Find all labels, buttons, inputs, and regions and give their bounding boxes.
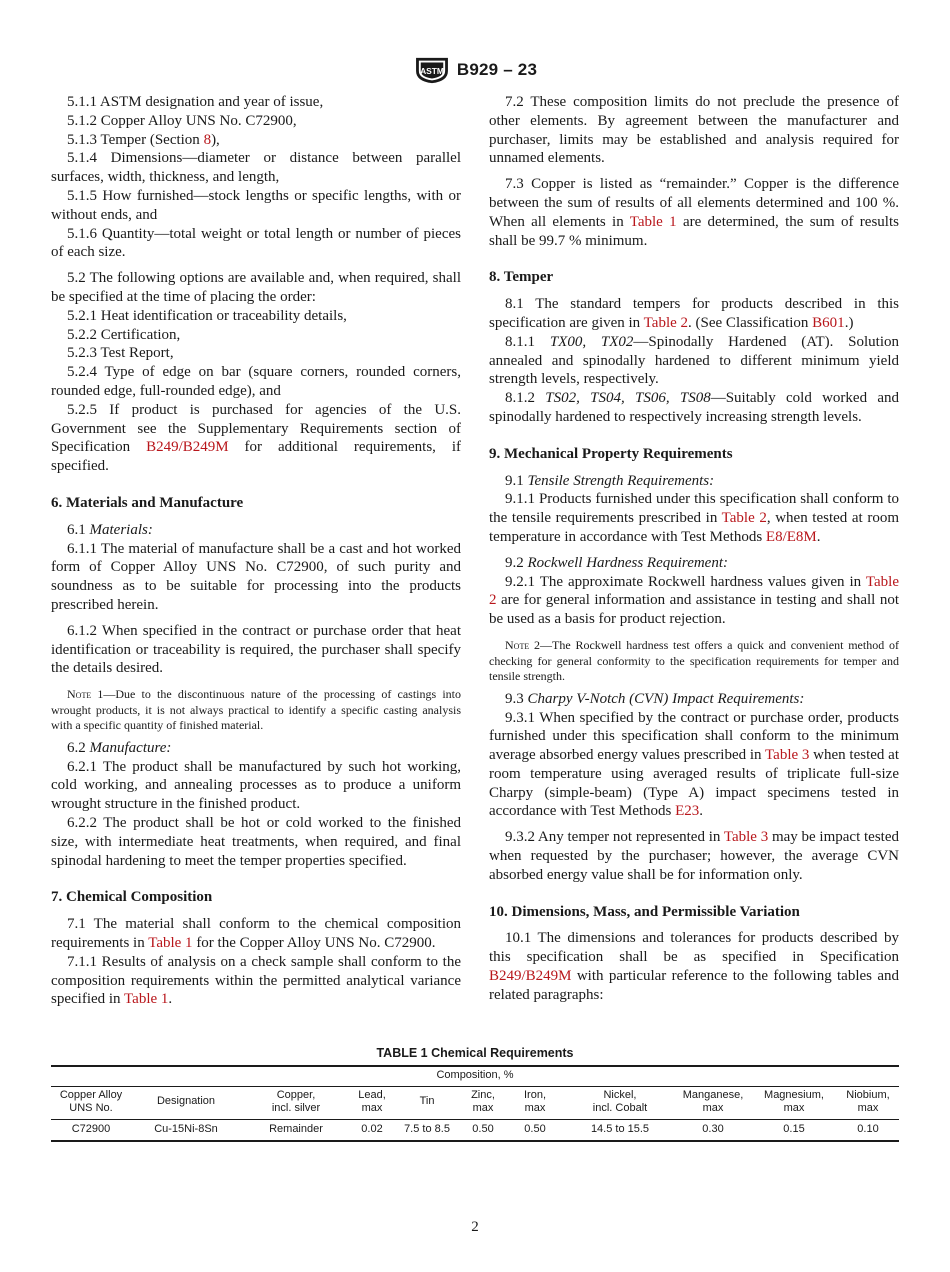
table-3-link[interactable]: Table 3 [765,747,810,764]
table-row [51,1119,899,1141]
table-2-link[interactable]: Table 2 [489,573,899,609]
document-designation: B929 – 23 [456,60,538,79]
cell-tin: 7.5 to 8.5 [393,1119,461,1141]
paragraph-5-2-3: 5.2.3 Test Report, [67,345,174,362]
column-header-uns: Copper Alloy UNS No. [51,1086,131,1119]
page-number: 2 [471,1219,479,1235]
paragraph-9-1: 9.1 Tensile Strength Requirements: [505,472,715,489]
table-3-link[interactable]: Table 3 [723,829,769,846]
table-title: TABLE 1 Chemical Requirements [376,1046,574,1060]
left-column [51,93,461,1009]
paragraph-5-1-5: 5.1.5 How furnished—stock lengths or specific lengths, with or without ends, and [51,187,461,223]
paragraph-6-1-1: 6.1.1 The material of manufacture shall be a cast and hot worked form of Copper Alloy UNS No. C72900, of such purity and soundness as to be suitable for processing into the products prescribed herein. [51,540,461,613]
paragraph-6-1-2: 6.1.2 When specified in the contract or purchase order that heat identification or traceability is required, the purchaser shall specify the details desired. [51,622,461,677]
paragraph-5-1-2: 5.1.2 Copper Alloy UNS No. C72900, [67,112,297,129]
cell-nickel: 14.5 to 15.5 [565,1119,675,1141]
paragraph-6-2-2: 6.2.2 The product shall be hot or cold worked to the finished size, with intermediate heat treatments, when required, and final spinodal hardening to meet the temper properties specified. [51,815,461,869]
table-header-row [51,1086,899,1119]
e23-link[interactable]: E23 [675,803,700,820]
page-header [0,55,950,85]
section-8-heading: 8. Temper [489,269,554,286]
section-8-link[interactable]: 8 [203,131,212,148]
column-header-tin: Tin [393,1086,461,1119]
e8-e8m-link[interactable]: E8/E8M [765,528,817,545]
paragraph-5-2-4: 5.2.4 Type of edge on bar (square corners, rounded corners, rounded edge, full-rounded edge), and [51,364,461,399]
table-2-link[interactable]: Table 2 [643,314,689,331]
table-1-link[interactable]: Table 1 [148,935,193,952]
paragraph-9-1-1: 9.1.1 Products furnished under this specification shall conform to the tensile requirements prescribed in Table 2, when tested at room temperature in accordance with Test Methods E8/E8M. [489,491,899,545]
column-header-designation: Designation [131,1086,241,1119]
logo-text: ASTM [419,65,444,76]
note-2: Note 2—The Rockwell hardness test offers a quick and convenient method of checking for general conformity to the specification requirements for temper and tensile strength. [489,637,899,684]
paragraph-5-2: 5.2 The following options are available and, when required, shall be specified at the time of placing the order: [51,270,461,305]
paragraph-7-2: 7.2 These composition limits do not preclude the presence of other elements. By agreement between the manufacturer and purchaser, limits may be established and analysis required for unnamed elements. [489,94,899,167]
paragraph-6-2-1: 6.2.1 The product shall be manufactured by such hot working, cold working, and annealing processes as to produce a uniform wrought structure in the finished product. [51,758,461,813]
paragraph-9-3-2: 9.3.2 Any temper not represented in Table 3 may be impact tested when requested by the purchaser; however, the average CVN absorbed energy value shall be for information only. [489,829,899,883]
cell-niobium: 0.10 [837,1119,899,1141]
paragraph-9-3-1: 9.3.1 When specified by the contract or purchase order, products furnished under this specification shall conform to the minimum average absorbed energy values prescribed in Table 3 when tested at room temperature using averaged results of triplicate full-size Charpy (simple-beam) (Type A) impact specimens tested in accordance with Test Methods E23. [489,709,899,820]
section-6-heading: 6. Materials and Manufacture [51,494,244,511]
cell-copper: Remainder [241,1119,351,1141]
paragraph-6-2: 6.2 Manufacture: [67,739,172,756]
paragraph-5-1-1: 5.1.1 ASTM designation and year of issue, [67,94,324,110]
cell-manganese: 0.30 [675,1119,751,1141]
cell-uns: C72900 [51,1119,131,1141]
paragraph-10-1: 10.1 The dimensions and tolerances for products described by this specification shall be as specified in Specification B249/B249M with particular reference to the following tables and related paragraphs: [489,930,899,1003]
column-header-iron: Iron, max [505,1086,565,1119]
paragraph-6-1: 6.1 Materials: [67,521,153,538]
composition-group-header: Composition, % [51,1066,899,1086]
column-header-niobium: Niobium, max [837,1086,899,1119]
paragraph-5-2-1: 5.2.1 Heat identification or traceability details, [67,307,347,324]
table-1-link[interactable]: Table 1 [124,991,169,1008]
column-header-nickel: Nickel, incl. Cobalt [565,1086,675,1119]
section-7-heading: 7. Chemical Composition [51,889,213,906]
paragraph-9-3: 9.3 Charpy V-Notch (CVN) Impact Requirements: [505,690,805,707]
paragraph-7-1-1: 7.1.1 Results of analysis on a check sample shall conform to the composition requirements within the permitted analytical variance specified in Table 1. [51,953,461,1008]
paragraph-7-1: 7.1 The material shall conform to the chemical composition requirements in Table 1 for the Copper Alloy UNS No. C72900. [51,916,461,952]
column-header-lead: Lead, max [351,1086,393,1119]
cell-magnesium: 0.15 [751,1119,837,1141]
column-header-manganese: Manganese, max [675,1086,751,1119]
paragraph-8-1: 8.1 The standard tempers for products described in this specification are given in Table 2. (See Classification B601.) [489,296,899,331]
paragraph-7-3: 7.3 Copper is listed as “remainder.” Copper is the difference between the sum of results of all elements determined and 100 %. When all elements in Table 1 are determined, the sum of results shall be 99.7 % minimum. [489,176,899,249]
b249-link[interactable]: B249/B249M [146,439,229,456]
table-1-link[interactable]: Table 1 [629,213,677,230]
paragraph-8-1-1: 8.1.1 TX00, TX02—Spinodally Hardened (AT). Solution annealed and spinodally hardened to different minimum yield strength levels, respectively. [489,333,899,388]
paragraph-8-1-2: 8.1.2 TS02, TS04, TS06, TS08—Suitably cold worked and spinodally hardened to respectively increasing strength levels. [489,390,899,425]
chemical-requirements-table [51,1065,899,1142]
note-1: Note 1—Due to the discontinuous nature of the processing of castings into wrought products, it is not always practical to identify a specific casting analysis with a specific quantity of finished material. [51,687,461,733]
paragraph-5-2-5: 5.2.5 If product is purchased for agencies of the U.S. Government see the Supplementary Requirements section of Specification B249/B249M for additional requirements, if specified. [51,401,461,475]
column-header-zinc: Zinc, max [461,1086,505,1119]
column-header-magnesium: Magnesium, max [751,1086,837,1119]
paragraph-5-1-6: 5.1.6 Quantity—total weight or total length or number of pieces of each size. [51,225,461,261]
cell-zinc: 0.50 [461,1119,505,1141]
table-2-link[interactable]: Table 2 [721,510,767,527]
paragraph-5-2-2: 5.2.2 Certification, [67,326,181,343]
b601-link[interactable]: B601 [812,314,845,331]
b249-link[interactable]: B249/B249M [489,968,572,985]
paragraph-9-2-1: 9.2.1 The approximate Rockwell hardness values given in Table 2 are for general information and assistance in testing and shall not be used as a basis for product rejection. [489,573,899,628]
cell-designation: Cu-15Ni-8Sn [131,1119,241,1141]
section-9-heading: 9. Mechanical Property Requirements [489,445,733,462]
right-column [489,93,899,1005]
section-10-heading: 10. Dimensions, Mass, and Permissible Variation [489,903,800,920]
astm-logo-icon [413,55,451,85]
cell-lead: 0.02 [351,1119,393,1141]
cell-iron: 0.50 [505,1119,565,1141]
paragraph-5-1-4: 5.1.4 Dimensions—diameter or distance between parallel surfaces, width, thickness, and length, [51,150,461,186]
paragraph-5-1-3: 5.1.3 Temper (Section 8), [67,131,220,148]
column-header-copper: Copper, incl. silver [241,1086,351,1119]
paragraph-9-2: 9.2 Rockwell Hardness Requirement: [505,554,729,571]
table-1 [51,1046,899,1142]
